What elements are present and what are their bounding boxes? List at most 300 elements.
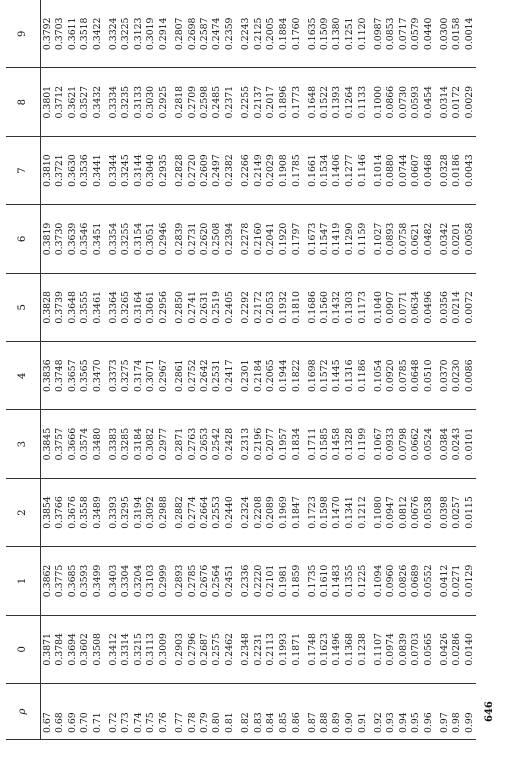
value-cell: 0.3113 [145,615,157,683]
value-cell: 0.1859 [290,547,306,615]
value-cell: 0.2497 [211,136,223,204]
value-cell: 0.0920 [385,342,397,410]
value-cell: 0.3432 [91,68,107,136]
value-cell: 0.2208 [252,478,264,546]
value-cell: 0.2125 [252,0,264,68]
value-cell: 0.2149 [252,136,264,204]
table-row [343,0,355,740]
value-cell: 0.0454 [422,68,438,136]
value-cell: 0.1944 [277,342,289,410]
value-cell: 0.2255 [240,68,252,136]
value-cell: 0.2807 [174,0,186,68]
value-cell: 0.0496 [422,273,438,341]
value-cell: 0.0785 [397,342,409,410]
value-cell: 0.2828 [174,136,186,204]
value-cell: 0.0621 [410,205,422,273]
value-cell: 0.2796 [186,615,198,683]
value-cell: 0.0703 [410,615,422,683]
value-cell: 0.1186 [356,342,372,410]
value-cell: 0.0893 [385,205,397,273]
value-cell: 0.3685 [66,547,78,615]
value-cell: 0.0798 [397,410,409,478]
table-row [174,0,186,740]
value-cell: 0.3757 [54,410,66,478]
value-cell: 0.0271 [451,547,463,615]
value-cell: 0.0115 [463,478,476,546]
value-cell: 0.3801 [41,68,54,136]
value-cell: 0.1146 [356,136,372,204]
value-cell: 0.2977 [157,410,173,478]
rho-value-cell: 0.79 [198,684,210,740]
value-cell: 0.3092 [145,478,157,546]
value-cell: 0.1054 [372,342,384,410]
value-cell: 0.0186 [451,136,463,204]
value-cell: 0.2278 [240,205,252,273]
table-row [451,0,463,740]
value-cell: 0.3630 [66,136,78,204]
value-cell: 0.0426 [438,615,450,683]
value-cell: 0.0482 [422,205,438,273]
value-cell: 0.3354 [107,205,119,273]
value-cell: 0.2231 [252,615,264,683]
value-cell: 0.2359 [223,0,239,68]
value-cell: 0.3225 [120,0,132,68]
value-cell: 0.2676 [198,547,210,615]
value-cell: 0.1341 [343,478,355,546]
value-cell: 0.1316 [343,342,355,410]
value-cell: 0.1560 [318,273,330,341]
value-cell: 0.1393 [331,68,343,136]
value-cell: 0.0370 [438,342,450,410]
value-cell: 0.2914 [157,0,173,68]
value-cell: 0.1380 [331,0,343,68]
rho-value-cell: 0.80 [211,684,223,740]
value-cell: 0.1080 [372,478,384,546]
table-row [54,0,66,740]
value-cell: 0.2598 [198,68,210,136]
table-row [463,0,476,740]
value-cell: 0.3255 [120,205,132,273]
value-cell: 0.2405 [223,273,239,341]
rho-value-cell: 0.72 [107,684,119,740]
value-cell: 0.0960 [385,547,397,615]
value-cell: 0.3275 [120,342,132,410]
value-cell: 0.2988 [157,478,173,546]
value-cell: 0.2882 [174,478,186,546]
rho-value-cell: 0.70 [78,684,90,740]
rho-value-cell: 0.94 [397,684,409,740]
value-cell: 0.0689 [410,547,422,615]
value-cell: 0.3071 [145,342,157,410]
value-cell: 0.2313 [240,410,252,478]
value-cell: 0.3470 [91,342,107,410]
table-row [410,0,422,740]
value-cell: 0.2041 [265,205,277,273]
value-cell: 0.1648 [306,68,318,136]
value-cell: 0.3194 [132,478,144,546]
value-cell: 0.2903 [174,615,186,683]
value-cell: 0.0565 [422,615,438,683]
value-cell: 0.1773 [290,68,306,136]
value-cell: 0.1723 [306,478,318,546]
value-cell: 0.1981 [277,547,289,615]
value-cell: 0.2053 [265,273,277,341]
rho-value-cell: 0.95 [410,684,422,740]
value-cell: 0.2292 [240,273,252,341]
page-number: 646 [484,701,495,722]
value-cell: 0.1419 [331,205,343,273]
value-cell: 0.1797 [290,205,306,273]
value-cell: 0.3845 [41,410,54,478]
value-cell: 0.2508 [211,205,223,273]
value-cell: 0.1067 [372,410,384,478]
value-cell: 0.2485 [211,68,223,136]
value-cell: 0.3144 [132,136,144,204]
value-cell: 0.2220 [252,547,264,615]
value-cell: 0.3621 [66,68,78,136]
value-cell: 0.0072 [463,273,476,341]
value-cell: 0.3555 [78,273,90,341]
table-row [306,0,318,740]
value-cell: 0.3164 [132,273,144,341]
value-cell: 0.1159 [356,205,372,273]
rho-value-cell: 0.90 [343,684,355,740]
value-cell: 0.3314 [120,615,132,683]
value-cell: 0.3461 [91,273,107,341]
value-cell: 0.3676 [66,478,78,546]
value-cell: 0.1810 [290,273,306,341]
value-cell: 0.3184 [132,410,144,478]
value-cell: 0.2324 [240,478,252,546]
value-cell: 0.3061 [145,273,157,341]
value-cell: 0.3730 [54,205,66,273]
value-cell: 0.1871 [290,615,306,683]
table-row [318,0,330,740]
value-cell: 0.3324 [107,0,119,68]
value-cell: 0.3766 [54,478,66,546]
value-cell: 0.1238 [356,615,372,683]
value-cell: 0.2474 [211,0,223,68]
value-cell: 0.2371 [223,68,239,136]
value-cell: 0.1534 [318,136,330,204]
value-cell: 0.0101 [463,410,476,478]
value-cell: 0.3499 [91,547,107,615]
value-cell: 0.0140 [463,615,476,683]
value-cell: 0.0717 [397,0,409,68]
value-cell: 0.3703 [54,0,66,68]
column-header-0: 0 [6,615,41,683]
value-cell: 0.3862 [41,547,54,615]
value-cell: 0.0243 [451,410,463,478]
value-cell: 0.0029 [463,68,476,136]
value-cell: 0.1133 [356,68,372,136]
rho-value-cell: 0.83 [252,684,264,740]
value-cell: 0.0552 [422,547,438,615]
value-cell: 0.2861 [174,342,186,410]
value-cell: 0.1598 [318,478,330,546]
value-cell: 0.2967 [157,342,173,410]
value-cell: 0.1458 [331,410,343,478]
value-cell: 0.2564 [211,547,223,615]
value-cell: 0.0676 [410,478,422,546]
statistical-table [6,0,476,740]
value-cell: 0.0524 [422,410,438,478]
rho-value-cell: 0.76 [157,684,173,740]
rho-value-cell: 0.75 [145,684,157,740]
value-cell: 0.2946 [157,205,173,273]
value-cell: 0.1711 [306,410,318,478]
value-cell: 0.2553 [211,478,223,546]
value-cell: 0.3518 [78,0,90,68]
column-header-8: 8 [6,68,41,136]
column-header-5: 5 [6,273,41,341]
value-cell: 0.0880 [385,136,397,204]
value-cell: 0.2620 [198,205,210,273]
value-cell: 0.0771 [397,273,409,341]
value-cell: 0.1264 [343,68,355,136]
value-cell: 0.1328 [343,410,355,478]
value-cell: 0.0907 [385,273,397,341]
value-cell: 0.1847 [290,478,306,546]
table-row [356,0,372,740]
value-cell: 0.3133 [132,68,144,136]
value-cell: 0.0607 [410,136,422,204]
value-cell: 0.1735 [306,547,318,615]
rho-value-cell: 0.85 [277,684,289,740]
value-cell: 0.3295 [120,478,132,546]
value-cell: 0.1040 [372,273,384,341]
value-cell: 0.2687 [198,615,210,683]
value-cell: 0.3285 [120,410,132,478]
value-cell: 0.3565 [78,342,90,410]
value-cell: 0.1686 [306,273,318,341]
value-cell: 0.2850 [174,273,186,341]
value-cell: 0.2017 [265,68,277,136]
value-cell: 0.1173 [356,273,372,341]
table-row [277,0,289,740]
rho-value-cell: 0.97 [438,684,450,740]
value-cell: 0.1251 [343,0,355,68]
value-cell: 0.1094 [372,547,384,615]
value-cell: 0.2266 [240,136,252,204]
table-row [397,0,409,740]
value-cell: 0.1368 [343,615,355,683]
value-cell: 0.0839 [397,615,409,683]
value-cell: 0.1509 [318,0,330,68]
rho-value-cell: 0.73 [120,684,132,740]
rho-value-cell: 0.91 [356,684,372,740]
value-cell: 0.3051 [145,205,157,273]
value-cell: 0.1635 [306,0,318,68]
value-cell: 0.2720 [186,136,198,204]
value-cell: 0.0538 [422,478,438,546]
value-cell: 0.3154 [132,205,144,273]
value-cell: 0.1610 [318,547,330,615]
value-cell: 0.3451 [91,205,107,273]
value-cell: 0.3819 [41,205,54,273]
value-cell: 0.2029 [265,136,277,204]
value-cell: 0.3412 [107,615,119,683]
rotated-table-container [6,0,476,740]
value-cell: 0.2336 [240,547,252,615]
value-cell: 0.2587 [198,0,210,68]
value-cell: 0.3265 [120,273,132,341]
rho-value-cell: 0.77 [174,684,186,740]
value-cell: 0.2698 [186,0,198,68]
rho-value-cell: 0.89 [331,684,343,740]
value-cell: 0.0043 [463,136,476,204]
value-cell: 0.0634 [410,273,422,341]
value-cell: 0.2101 [265,547,277,615]
column-header-3: 3 [6,410,41,478]
value-cell: 0.2440 [223,478,239,546]
value-cell: 0.3721 [54,136,66,204]
value-cell: 0.0826 [397,547,409,615]
value-cell: 0.3536 [78,136,90,204]
table-row [91,0,107,740]
value-cell: 0.1406 [331,136,343,204]
value-cell: 0.2893 [174,547,186,615]
table-row [211,0,223,740]
value-cell: 0.2428 [223,410,239,478]
value-cell: 0.1572 [318,342,330,410]
rho-value-cell: 0.84 [265,684,277,740]
value-cell: 0.3775 [54,547,66,615]
value-cell: 0.0933 [385,410,397,478]
value-cell: 0.3383 [107,410,119,478]
value-cell: 0.3174 [132,342,144,410]
value-cell: 0.3854 [41,478,54,546]
value-cell: 0.2741 [186,273,198,341]
value-cell: 0.0744 [397,136,409,204]
value-cell: 0.1107 [372,615,384,683]
value-cell: 0.0440 [422,0,438,68]
value-cell: 0.3082 [145,410,157,478]
value-cell: 0.3748 [54,342,66,410]
value-cell: 0.0086 [463,342,476,410]
value-cell: 0.1661 [306,136,318,204]
value-cell: 0.0328 [438,136,450,204]
value-cell: 0.1698 [306,342,318,410]
table-row [66,0,78,740]
rho-value-cell: 0.68 [54,684,66,740]
value-cell: 0.3373 [107,342,119,410]
value-cell: 0.3828 [41,273,54,341]
value-cell: 0.2243 [240,0,252,68]
value-cell: 0.0230 [451,342,463,410]
column-header-9: 9 [6,0,41,68]
rho-value-cell: 0.88 [318,684,330,740]
table-body [41,0,477,740]
value-cell: 0.1932 [277,273,289,341]
value-cell: 0.2731 [186,205,198,273]
table-row [186,0,198,740]
value-cell: 0.0812 [397,478,409,546]
value-cell: 0.1432 [331,273,343,341]
table-row [252,0,264,740]
rho-value-cell: 0.99 [463,684,476,740]
value-cell: 0.0987 [372,0,384,68]
value-cell: 0.1908 [277,136,289,204]
value-cell: 0.3215 [132,615,144,683]
value-cell: 0.1957 [277,410,289,478]
value-cell: 0.3792 [41,0,54,68]
rho-value-cell: 0.81 [223,684,239,740]
value-cell: 0.3712 [54,68,66,136]
value-cell: 0.3204 [132,547,144,615]
rho-value-cell: 0.86 [290,684,306,740]
value-cell: 0.0014 [463,0,476,68]
value-cell: 0.2196 [252,410,264,478]
value-cell: 0.2999 [157,547,173,615]
value-cell: 0.3123 [132,0,144,68]
table-row [78,0,90,740]
rho-value-cell: 0.92 [372,684,384,740]
table-row [198,0,210,740]
value-cell: 0.0058 [463,205,476,273]
value-cell: 0.0648 [410,342,422,410]
value-cell: 0.2113 [265,615,277,683]
table-row [107,0,119,740]
value-cell: 0.3489 [91,478,107,546]
value-cell: 0.2631 [198,273,210,341]
table-row [240,0,252,740]
value-cell: 0.3810 [41,136,54,204]
value-cell: 0.1785 [290,136,306,204]
value-cell: 0.1496 [331,615,343,683]
value-cell: 0.1760 [290,0,306,68]
value-cell: 0.3019 [145,0,157,68]
value-cell: 0.2609 [198,136,210,204]
value-cell: 0.0158 [451,0,463,68]
value-cell: 0.0758 [397,205,409,273]
table-row [290,0,306,740]
value-cell: 0.3836 [41,342,54,410]
value-cell: 0.1522 [318,68,330,136]
value-cell: 0.1896 [277,68,289,136]
table-row [41,0,54,740]
value-cell: 0.3235 [120,68,132,136]
value-cell: 0.3739 [54,273,66,341]
value-cell: 0.1969 [277,478,289,546]
column-header-7: 7 [6,136,41,204]
value-cell: 0.0866 [385,68,397,136]
value-cell: 0.1920 [277,205,289,273]
value-cell: 0.2137 [252,68,264,136]
value-cell: 0.0356 [438,273,450,341]
value-cell: 0.0384 [438,410,450,478]
value-cell: 0.2065 [265,342,277,410]
rho-value-cell: 0.78 [186,684,198,740]
value-cell: 0.0398 [438,478,450,546]
value-cell: 0.2653 [198,410,210,478]
value-cell: 0.2160 [252,205,264,273]
value-cell: 0.1303 [343,273,355,341]
value-cell: 0.0510 [422,342,438,410]
value-cell: 0.2172 [252,273,264,341]
value-cell: 0.3009 [157,615,173,683]
value-cell: 0.0579 [410,0,422,68]
value-cell: 0.1014 [372,136,384,204]
value-cell: 0.2818 [174,68,186,136]
value-cell: 0.2089 [265,478,277,546]
value-cell: 0.3546 [78,205,90,273]
value-cell: 0.3334 [107,68,119,136]
value-cell: 0.3602 [78,615,90,683]
value-cell: 0.1993 [277,615,289,683]
value-cell: 0.2575 [211,615,223,683]
rho-value-cell: 0.93 [385,684,397,740]
